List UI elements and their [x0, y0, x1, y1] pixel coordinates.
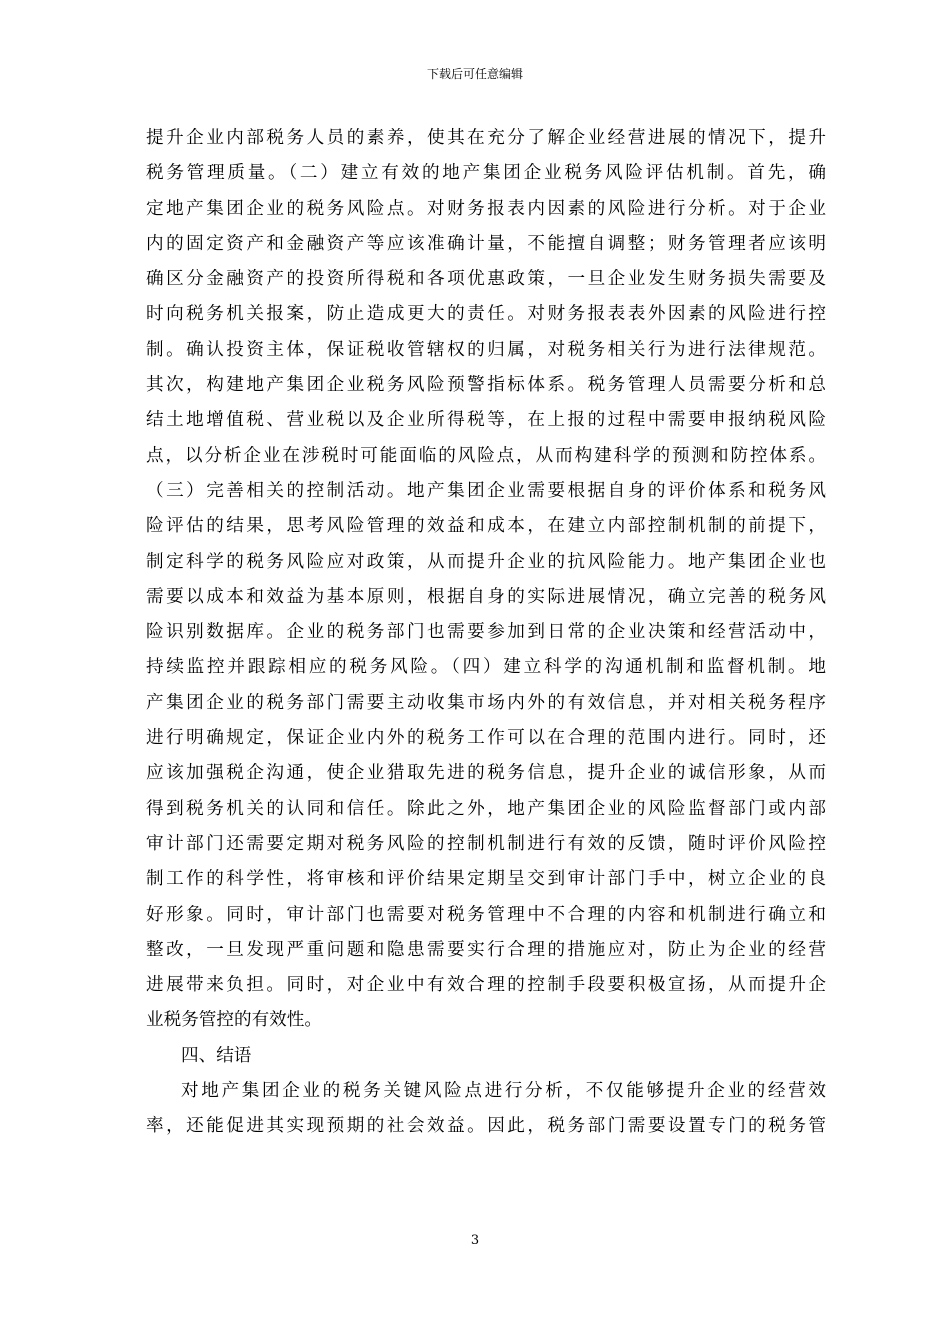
section-heading: 四、结语: [181, 1045, 252, 1066]
text-line: 险评估的结果，思考风险管理的效益和成本，在建立内部控制机制的前提下，: [146, 516, 826, 537]
text-line: 应该加强税企沟通，使企业猎取先进的税务信息，提升企业的诚信形象，从而: [146, 763, 826, 784]
text-line: 整改，一旦发现严重问题和隐患需要实行合理的措施应对，防止为企业的经营: [146, 939, 826, 960]
text-line: 进行明确规定，保证企业内外的税务工作可以在合理的范围内进行。同时，还: [146, 728, 826, 749]
text-line: （三）完善相关的控制活动。地产集团企业需要根据自身的评价体系和税务风: [146, 480, 826, 501]
text-line: 税务管理质量。（二）建立有效的地产集团企业税务风险评估机制。首先，确: [146, 163, 826, 184]
text-line: 需要以成本和效益为基本原则，根据自身的实际进展情况，确立完善的税务风: [146, 586, 826, 607]
text-line: 得到税务机关的认同和信任。除此之外，地产集团企业的风险监督部门或内部: [146, 798, 826, 819]
text-line: 率，还能促进其实现预期的社会效益。因此，税务部门需要设置专门的税务管: [146, 1116, 826, 1137]
text-line: 制定科学的税务风险应对政策，从而提升企业的抗风险能力。地产集团企业也: [146, 551, 826, 572]
document-body: [146, 121, 826, 1145]
text-line: 好形象。同时，审计部门也需要对税务管理中不合理的内容和机制进行确立和: [146, 904, 826, 925]
text-line: 其次，构建地产集团企业税务风险预警指标体系。税务管理人员需要分析和总: [146, 375, 826, 396]
text-line: 确区分金融资产的投资所得税和各项优惠政策，一旦企业发生财务损失需要及: [146, 269, 826, 290]
text-line: 制工作的科学性，将审核和评价结果定期呈交到审计部门手中，树立企业的良: [146, 869, 826, 890]
text-line: 产集团企业的税务部门需要主动收集市场内外的有效信息，并对相关税务程序: [146, 692, 826, 713]
text-line: 提升企业内部税务人员的素养，使其在充分了解企业经营进展的情况下，提升: [146, 128, 826, 148]
text-line: 审计部门还需要定期对税务风险的控制机制进行有效的反馈，随时评价风险控: [146, 833, 826, 854]
text-line: 定地产集团企业的税务风险点。对财务报表内因素的风险进行分析。对于企业: [146, 198, 826, 219]
text-line: 结土地增值税、营业税以及企业所得税等，在上报的过程中需要申报纳税风险: [146, 410, 826, 431]
text-line: 进展带来负担。同时，对企业中有效合理的控制手段要积极宣扬，从而提升企: [146, 975, 826, 996]
text-line: 时向税务机关报案，防止造成更大的责任。对财务报表表外因素的风险进行控: [146, 304, 826, 325]
text-line: 持续监控并跟踪相应的税务风险。（四）建立科学的沟通机制和监督机制。地: [146, 657, 826, 678]
page-header: 下载后可任意编辑: [426, 67, 523, 81]
text-line: 内的固定资产和金融资产等应该准确计量，不能擅自调整；财务管理者应该明: [146, 233, 826, 254]
text-line: 险识别数据库。企业的税务部门也需要参加到日常的企业决策和经营活动中，: [146, 622, 826, 643]
text-line: 制。确认投资主体，保证税收管辖权的归属，对税务相关行为进行法律规范。: [146, 339, 826, 360]
text-line: 业税务管控的有效性。: [146, 1010, 322, 1031]
text-line: 点，以分析企业在涉税时可能面临的风险点，从而构建科学的预测和防控体系。: [146, 445, 826, 466]
text-line: 对地产集团企业的税务关键风险点进行分析，不仅能够提升企业的经营效: [181, 1081, 826, 1102]
page-number: 3: [470, 1233, 480, 1248]
